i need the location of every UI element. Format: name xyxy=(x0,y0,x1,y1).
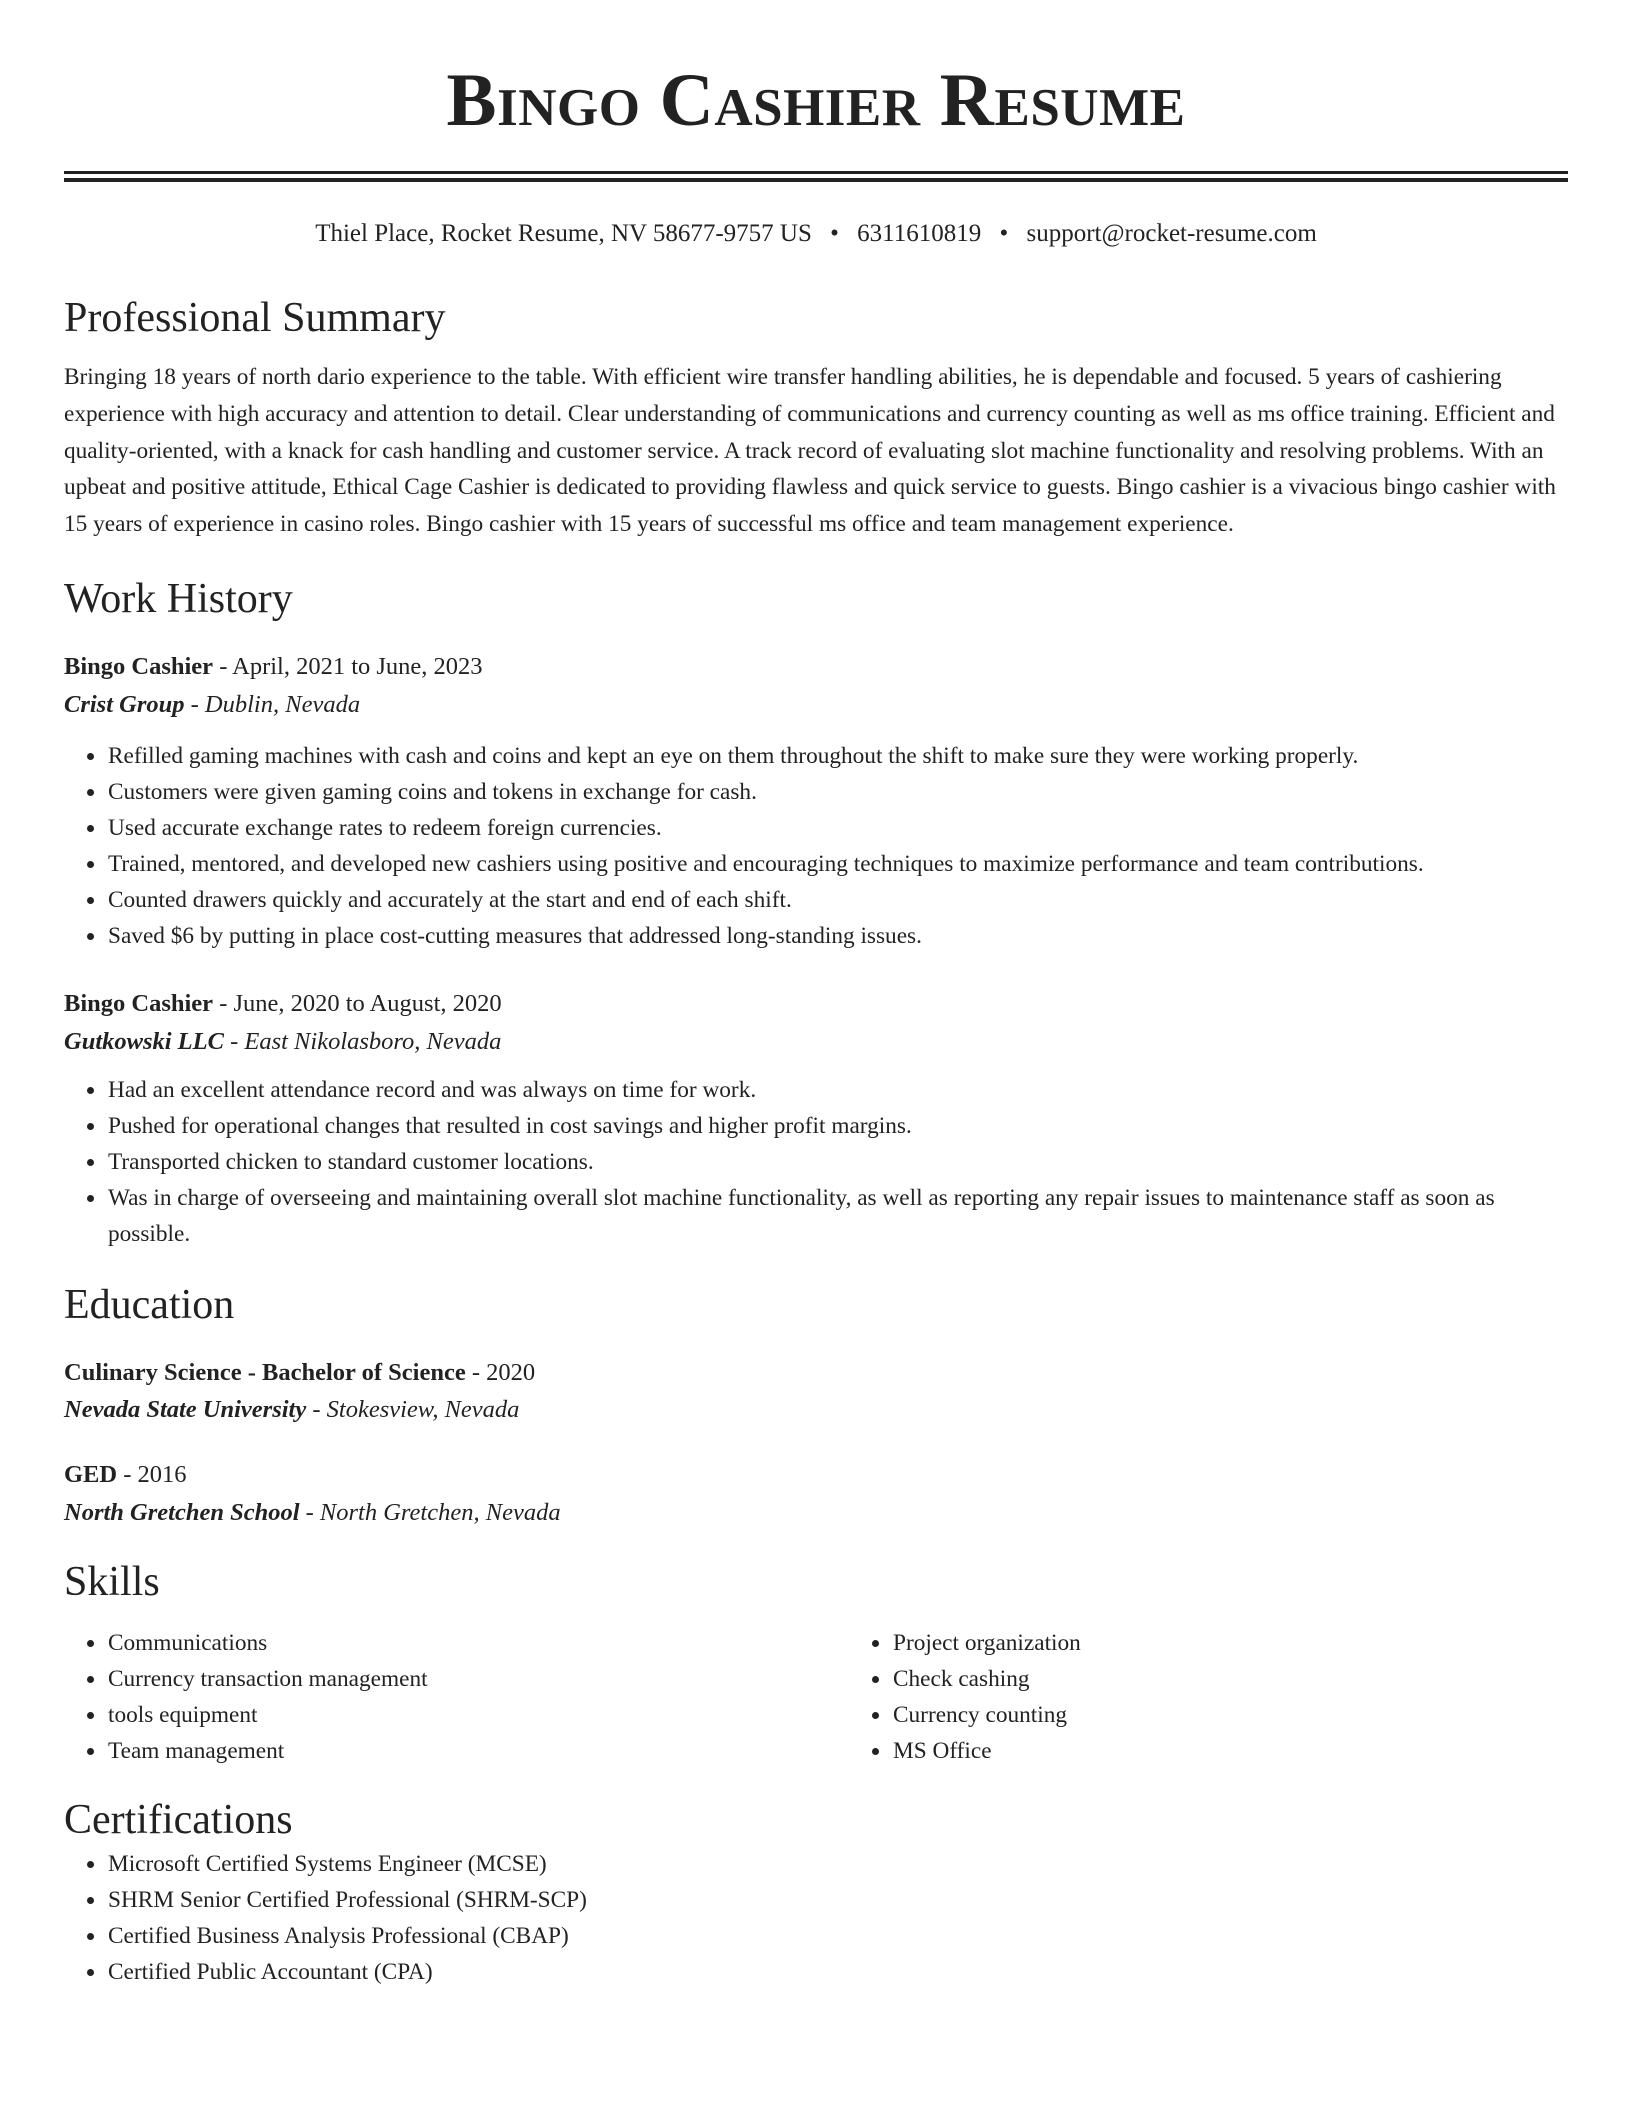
school-line xyxy=(64,1497,1568,1529)
education-entry xyxy=(64,1459,1568,1529)
skill-item: • Currency transaction management xyxy=(107,1661,849,1697)
job-location: - East Nikolasboro, Nevada xyxy=(223,1028,502,1056)
job-title: Bingo Cashier xyxy=(64,990,214,1018)
list-item: • Was in charge of overseeing and maintaining overall slot machine functionality, as well as reporting any repair issues to maintenance staff as soon as possible. xyxy=(107,1180,1568,1252)
contact-line xyxy=(64,219,1568,249)
contact-email: support@rocket-resume.com xyxy=(1026,220,1317,247)
school-name: North Gretchen School xyxy=(64,1499,300,1527)
education-entry xyxy=(64,1357,1568,1427)
certification-item: • Certified Public Accountant (CPA) xyxy=(107,1954,1568,1990)
section-heading-skills: Skills xyxy=(64,1558,160,1605)
job-company: Crist Group xyxy=(64,690,185,718)
work-entry xyxy=(64,651,1568,955)
skills-columns xyxy=(64,1625,1568,1769)
list-item: • Counted drawers quickly and accurately at the start and end of each shift. xyxy=(107,882,1568,918)
list-item: • Had an excellent attendance record and was always on time for work. xyxy=(107,1072,1568,1108)
school-line xyxy=(64,1394,1568,1426)
job-title-line xyxy=(64,651,1568,683)
school-location: - North Gretchen, Nevada xyxy=(299,1499,561,1527)
certification-item: • Microsoft Certified Systems Engineer (MCSE) xyxy=(107,1846,1568,1882)
skill-item: • MS Office xyxy=(892,1733,1568,1769)
skill-item: • Team management xyxy=(107,1733,849,1769)
graduation-year: - 2020 xyxy=(465,1358,536,1386)
contact-address: Thiel Place, Rocket Resume, NV 58677-9757 US xyxy=(315,220,812,247)
job-duties-list xyxy=(64,738,1568,954)
skill-item: • tools equipment xyxy=(107,1697,849,1733)
title-divider xyxy=(64,171,1568,182)
job-title: Bingo Cashier xyxy=(64,652,214,680)
degree-line xyxy=(64,1459,1568,1491)
skill-item: • Communications xyxy=(107,1625,849,1661)
degree: Culinary Science - Bachelor of Science xyxy=(64,1358,466,1386)
contact-separator: • xyxy=(999,220,1009,247)
contact-separator: • xyxy=(830,220,839,247)
skills-list-right xyxy=(849,1625,1568,1769)
list-item: • Pushed for operational changes that resulted in cost savings and higher profit margins. xyxy=(107,1108,1568,1144)
list-item: • Customers were given gaming coins and tokens in exchange for cash. xyxy=(107,774,1568,810)
job-dates: - April, 2021 to June, 2023 xyxy=(213,652,483,680)
job-location: - Dublin, Nevada xyxy=(184,690,361,718)
section-heading-work-history: Work History xyxy=(64,576,293,623)
job-dates: - June, 2020 to August, 2020 xyxy=(213,990,502,1018)
section-heading-education: Education xyxy=(64,1282,235,1329)
work-entry xyxy=(64,988,1568,1252)
list-item: • Refilled gaming machines with cash and coins and kept an eye on them throughout the shift to make sure they were working properly. xyxy=(107,738,1568,774)
section-heading-summary: Professional Summary xyxy=(64,295,446,341)
contact-phone: 6311610819 xyxy=(857,220,982,247)
graduation-year: - 2016 xyxy=(117,1461,187,1489)
certification-item: • Certified Business Analysis Professional (CBAP) xyxy=(107,1918,1568,1954)
section-heading-certifications: Certifications xyxy=(64,1797,293,1844)
job-title-line xyxy=(64,988,1568,1020)
job-company: Gutkowski LLC xyxy=(64,1028,224,1056)
certification-item: • SHRM Senior Certified Professional (SHRM-SCP) xyxy=(107,1882,1568,1918)
certifications-list xyxy=(64,1846,1568,1990)
summary-text: Bringing 18 years of north dario experience to the table. With efficient wire transfer handling abilities, he is dependable and focused. 5 years of cashiering experience with high accuracy and attention to detail. Clear understanding of communications and currency counting as well as ms office training. Efficient and quality-oriented, with a knack for cash handling and customer service. A track record of evaluating slot machine functionality and resolving problems. With an upbeat and positive attitude, Ethical Cage Cashier is dedicated to providing flawless and quick service to guests. Bingo cashier is a vivacious bingo cashier with 15 years of experience in casino roles. Bingo cashier with 15 years of successful ms office and team management experience. xyxy=(64,364,1556,537)
skill-item: • Project organization xyxy=(892,1625,1568,1661)
job-duties-list xyxy=(64,1072,1568,1252)
job-company-line xyxy=(64,1026,1568,1058)
degree-line xyxy=(64,1357,1568,1389)
list-item: • Used accurate exchange rates to redeem foreign currencies. xyxy=(107,810,1568,846)
degree: GED xyxy=(64,1461,118,1489)
list-item: • Trained, mentored, and developed new cashiers using positive and encouraging techniques to maximize performance and team contributions. xyxy=(107,846,1568,882)
skill-item: • Check cashing xyxy=(892,1661,1568,1697)
school-name: Nevada State University xyxy=(64,1396,307,1424)
resume-title: Bingo Cashier Resume xyxy=(446,59,1186,142)
skill-item: • Currency counting xyxy=(892,1697,1568,1733)
job-company-line xyxy=(64,689,1568,721)
skills-list-left xyxy=(64,1625,849,1769)
list-item: • Saved $6 by putting in place cost-cutting measures that addressed long-standing issues. xyxy=(107,918,1568,954)
school-location: - Stokesview, Nevada xyxy=(306,1396,520,1424)
list-item: • Transported chicken to standard customer locations. xyxy=(107,1144,1568,1180)
